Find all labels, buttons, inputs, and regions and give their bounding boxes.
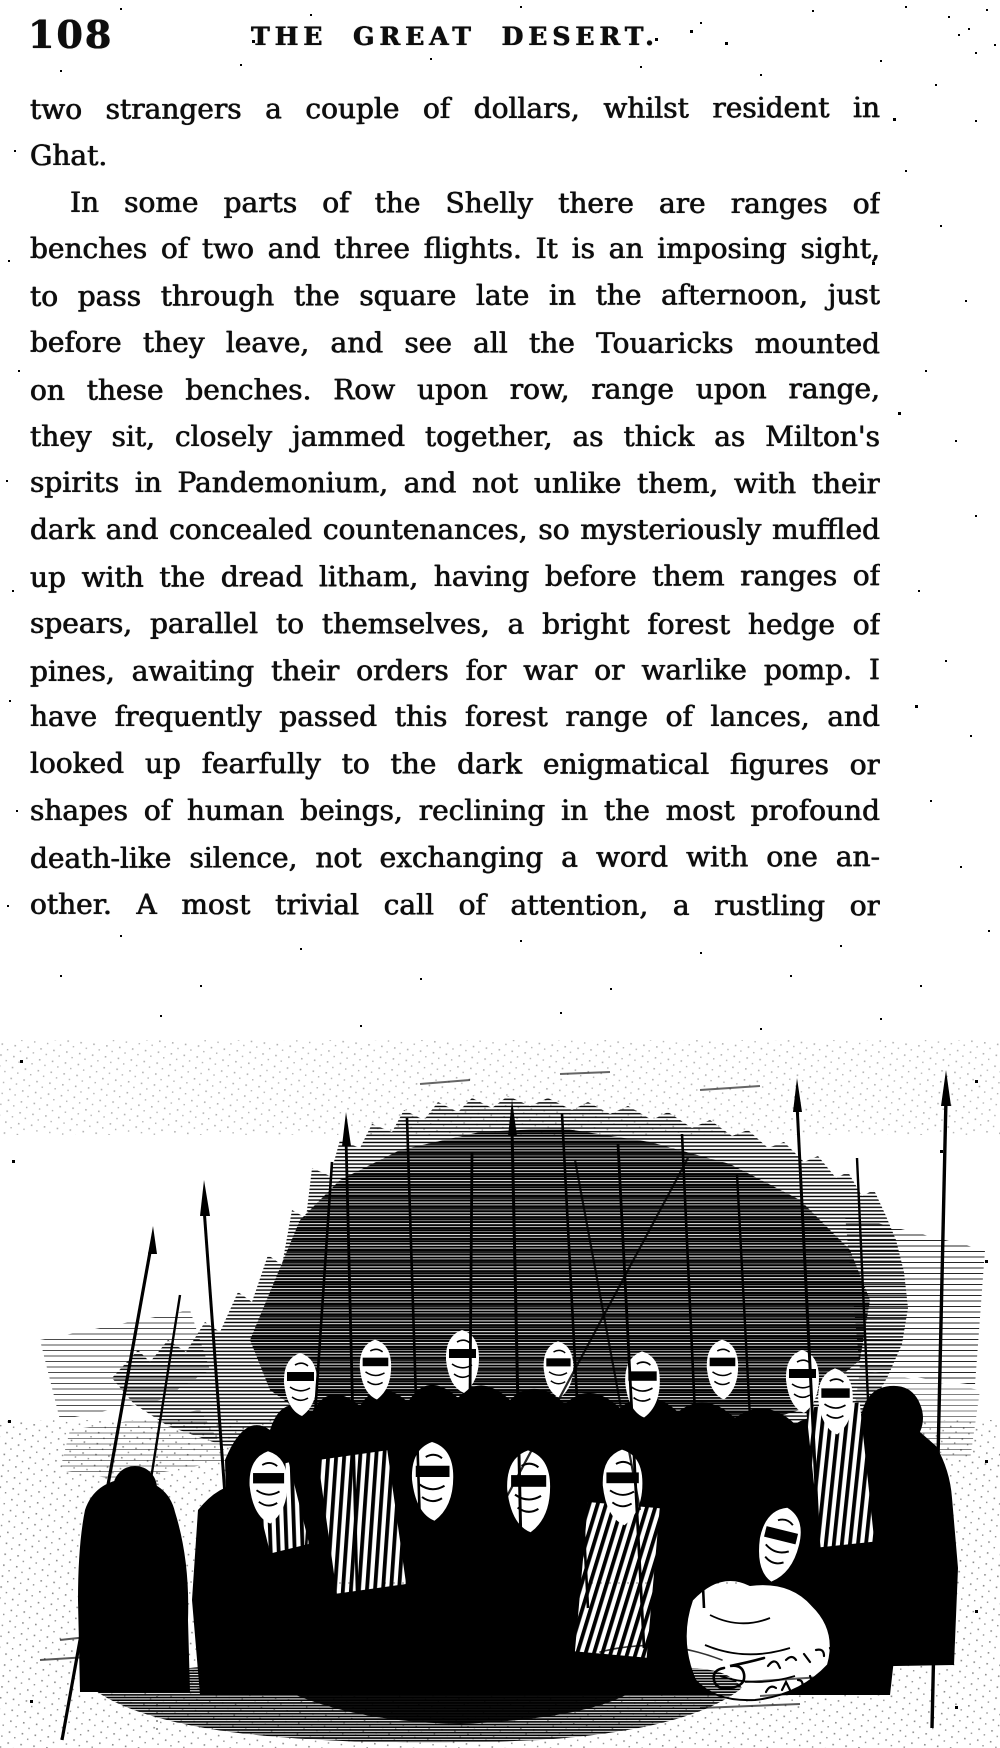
body-line: to pass through the square late in the afternoon, just [29,278,881,314]
body-line: on these benches. Row upon row, range upon range, [29,371,881,407]
page-number: 108 [28,12,114,57]
body-line: up with the dread litham, having before them ranges of [29,559,881,594]
body-line: spirits in Pandemonium, and not unlike them, with their [29,466,881,501]
body-line: death-like silence, not exchanging a word with one an- [29,839,881,875]
body-line: benches of two and three flights. It is an imposing sight, [30,232,880,266]
scan-noise-speckles [0,0,2,2]
body-line: they sit, closely jammed together, as thick as Milton's [30,419,880,453]
body-line: Ghat. [30,138,108,172]
body-text [30,86,880,928]
body-line: other. A most trivial call of attention, a rustling or [29,887,881,922]
engraving-touaricks-mounted-on-benches [0,1040,1000,1748]
body-line: dark and concealed countenances, so mysteriously muffled [30,513,880,547]
body-line: looked up fearfully to the dark enigmatical figures or [29,746,881,782]
body-line: have frequently passed this forest range of lances, and [30,700,880,734]
body-line: shapes of human beings, reclining in the most profound [30,793,880,827]
scan-noise-speckles [0,0,3,3]
body-line: In some parts of the Shelly there are ranges of [69,185,881,220]
running-title: THE GREAT DESERT. [251,22,659,51]
body-line: spears, parallel to themselves, a bright forest hedge of [29,606,881,642]
body-line: before they leave, and see all the Touaricks mounted [29,325,881,361]
body-line: pines, awaiting their orders for war or warlike pomp. I [29,652,881,688]
body-line: two strangers a couple of dollars, whilst resident in [29,91,881,126]
